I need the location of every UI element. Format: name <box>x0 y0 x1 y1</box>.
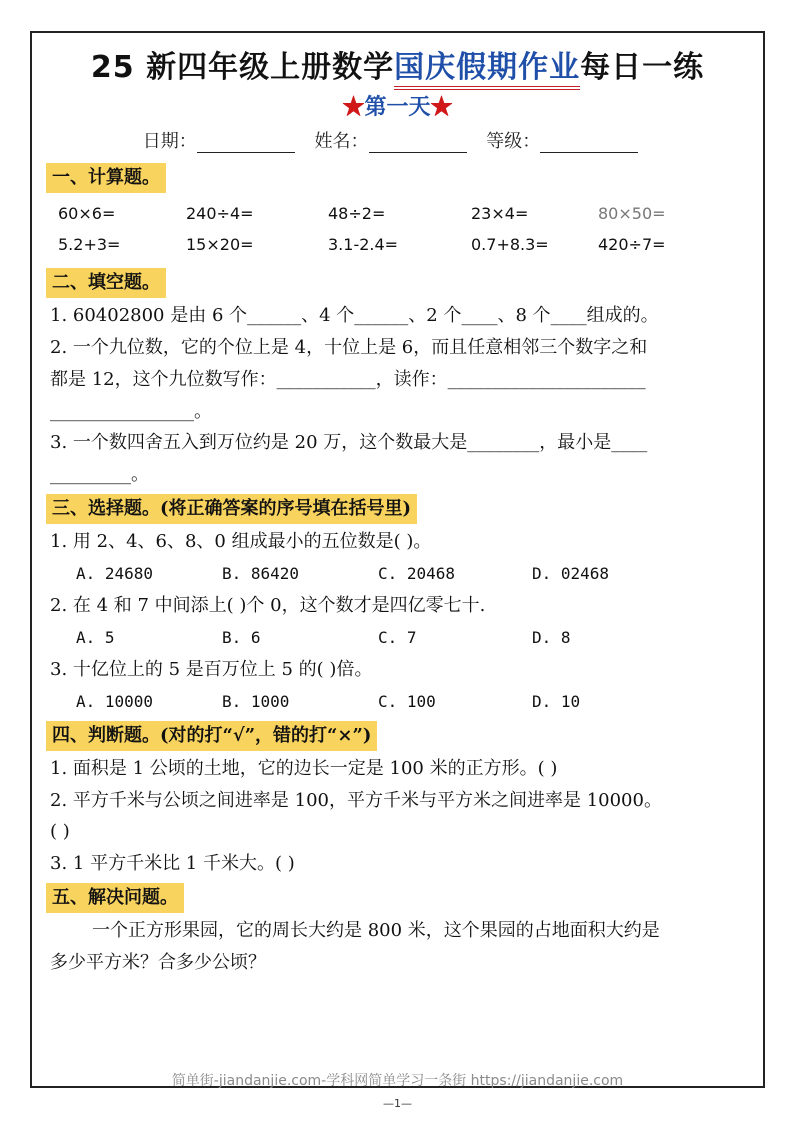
judge-question-1: 1. 面积是 1 公顷的土地，它的边长一定是 100 米的正方形。( ) <box>50 758 558 779</box>
choice-option[interactable]: B. 6 <box>222 628 261 647</box>
choice-question-1: 1. 用 2、4、6、8、0 组成最小的五位数是( )。 <box>50 531 432 552</box>
name-label: 姓名： <box>314 131 369 152</box>
problem-line1: 一个正方形果园，它的周长大约是 800 米，这个果园的占地面积大约是 <box>92 920 660 941</box>
calc-item: 80×50= <box>598 204 666 223</box>
page-title <box>30 42 765 86</box>
judge-question-2-line1: 2. 平方千米与公顷之间进率是 100，平方千米与平方米之间进率是 10000。 <box>50 790 662 811</box>
calc-item: 420÷7= <box>598 235 666 254</box>
choice-option[interactable]: B. 86420 <box>222 564 300 583</box>
judge-question-3: 3. 1 平方千米比 1 千米大。( ) <box>50 853 295 874</box>
date-field[interactable] <box>197 134 295 153</box>
choice-option[interactable]: A. 10000 <box>76 692 154 711</box>
calc-item: 240÷4= <box>186 204 254 223</box>
choice-option[interactable]: C. 100 <box>378 692 436 711</box>
date-label: 日期： <box>142 131 197 152</box>
choice-option[interactable]: C. 20468 <box>378 564 456 583</box>
fill-question-3-line2: _________。 <box>50 464 149 485</box>
footer-watermark: 简单街-jiandanjie.com-学科网简单学习一条街 https://jiandanjie.com <box>171 1073 624 1089</box>
choice-option[interactable]: D. 02468 <box>532 564 610 583</box>
section-1-title: 一、计算题。 <box>46 163 166 193</box>
section-5-title: 五、解决问题。 <box>46 883 184 913</box>
star-right-icon: ★ <box>430 94 453 120</box>
judge-question-2-line2: ( ) <box>50 821 70 842</box>
day-label: 第一天 <box>364 94 431 120</box>
choice-option[interactable]: A. 5 <box>76 628 115 647</box>
fill-question-1: 1. 60402800 是由 6 个______、4 个______、2 个____、8 个____组成的。 <box>50 305 659 326</box>
calc-item: 60×6= <box>58 204 116 223</box>
choice-option[interactable]: C. 7 <box>378 628 417 647</box>
title-part2: 每日一练 <box>580 50 705 85</box>
section-3-title: 三、选择题。(将正确答案的序号填在括号里) <box>46 494 417 524</box>
choice-question-3: 3. 十亿位上的 5 是百万位上 5 的( )倍。 <box>50 659 373 680</box>
star-left-icon: ★ <box>342 94 365 120</box>
choice-option[interactable]: B. 1000 <box>222 692 290 711</box>
section-2-title: 二、填空题。 <box>46 268 166 298</box>
choice-option[interactable]: D. 8 <box>532 628 571 647</box>
section-4-title: 四、判断题。(对的打“√”，错的打“×”) <box>46 721 377 751</box>
calc-item: 0.7+8.3= <box>471 235 549 254</box>
fill-question-3-line1: 3. 一个数四舍五入到万位约是 20 万，这个数最大是________，最小是____ <box>50 432 648 453</box>
info-line <box>30 127 765 153</box>
grade-field[interactable] <box>540 134 638 153</box>
calc-item: 48÷2= <box>328 204 386 223</box>
title-highlight: 国庆假期作业 <box>394 50 580 90</box>
calc-item: 15×20= <box>186 235 254 254</box>
calc-item: 3.1-2.4= <box>328 235 399 254</box>
choice-option[interactable]: D. 10 <box>532 692 581 711</box>
grade-label: 等级： <box>486 131 541 152</box>
calc-item: 5.2+3= <box>58 235 121 254</box>
choice-question-2: 2. 在 4 和 7 中间添上( )个 0，这个数才是四亿零七十. <box>50 595 486 616</box>
name-field[interactable] <box>369 134 467 153</box>
day-heading <box>30 90 765 121</box>
problem-line2: 多少平方米？合多少公顷？ <box>50 952 266 973</box>
calc-item: 23×4= <box>471 204 529 223</box>
fill-question-2-line3: ________________。 <box>50 401 212 422</box>
page-number: —1— <box>383 1097 412 1110</box>
choice-option[interactable]: A. 24680 <box>76 564 154 583</box>
title-part1: 25 新四年级上册数学 <box>90 50 395 85</box>
fill-question-2-line1: 2. 一个九位数，它的个位上是 4，十位上是 6，而且任意相邻三个数字之和 <box>50 337 648 358</box>
fill-question-2-line2: 都是 12，这个九位数写作：___________，读作：______________________ <box>50 369 646 390</box>
